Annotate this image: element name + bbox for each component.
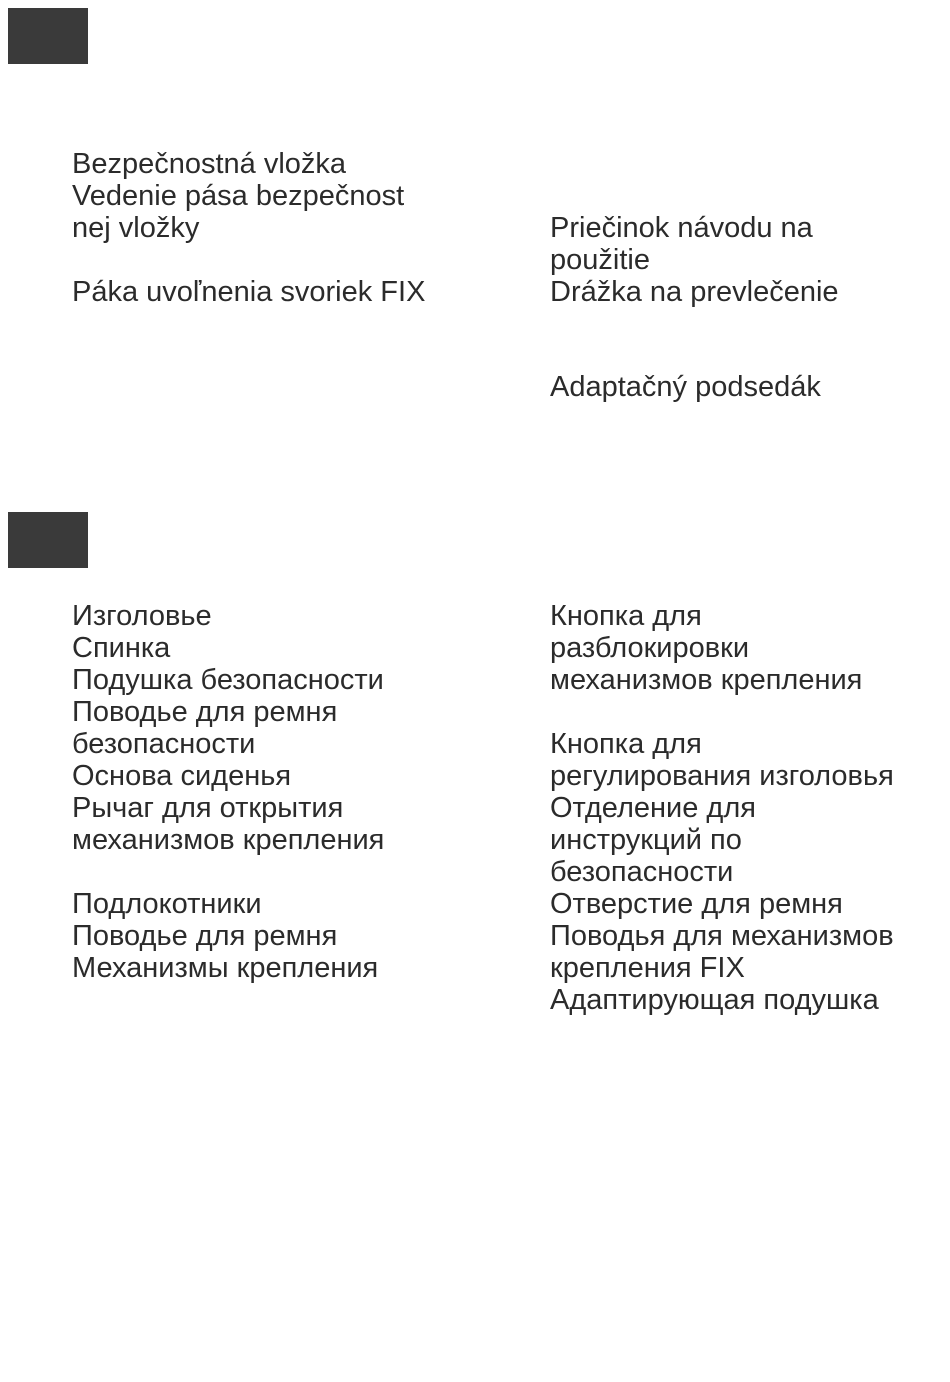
list-item: Подушка безопасности: [72, 664, 384, 696]
list-item: Bezpečnostná vložka: [72, 148, 347, 180]
list-item: Vedenie pása bezpečnost: [72, 180, 405, 212]
list-item: Drážka na prevlečenie: [550, 276, 839, 308]
list-item-continuation: разблокировки: [550, 632, 750, 664]
list-item: Основа сиденья: [72, 760, 292, 792]
list-item-continuation: регулирования изголовья: [550, 760, 894, 792]
list-item: Priečinok návodu na: [550, 212, 813, 244]
list-item: Отделение для: [550, 792, 756, 824]
list-item-continuation: nej vložky: [72, 212, 200, 244]
section-1-right-column: [550, 212, 839, 403]
list-item: Páka uvoľnenia svoriek FIX: [72, 276, 426, 308]
list-item: Механизмы крепления: [72, 952, 379, 984]
list-item-continuation: механизмов крепления: [550, 664, 863, 696]
section-2-marker: [8, 512, 88, 568]
list-item-continuation: безопасности: [72, 728, 256, 760]
list-item-continuation: механизмов крепления: [72, 824, 385, 856]
section-1-marker: [8, 8, 88, 64]
list-item: Подлокотники: [72, 888, 262, 920]
list-item-continuation: крепления FIX: [550, 952, 745, 984]
list-item-continuation: безопасности: [550, 856, 734, 888]
list-gap: [72, 244, 425, 276]
list-item: Адаптирующая подушка: [550, 984, 879, 1016]
list-gap: [550, 696, 894, 728]
list-item: Рычаг для открытия: [72, 792, 344, 824]
list-item: Кнопка для: [550, 600, 702, 632]
list-item: Спинка: [72, 632, 171, 664]
list-item-continuation: použitie: [550, 244, 650, 276]
section-2-left-column: [72, 600, 384, 984]
list-item: Поводье для ремня: [72, 920, 338, 952]
list-item: Поводья для механизмов: [550, 920, 894, 952]
list-item: Adaptačný podsedák: [550, 371, 821, 403]
section-2-right-column: [550, 600, 894, 1016]
list-item: Поводье для ремня: [72, 696, 338, 728]
list-item: Изголовье: [72, 600, 212, 632]
list-gap: [72, 856, 384, 888]
list-item-continuation: инструкций по: [550, 824, 742, 856]
section-1-left-column: [72, 148, 425, 308]
list-item: Кнопка для: [550, 728, 702, 760]
list-item: Отверстие для ремня: [550, 888, 843, 920]
